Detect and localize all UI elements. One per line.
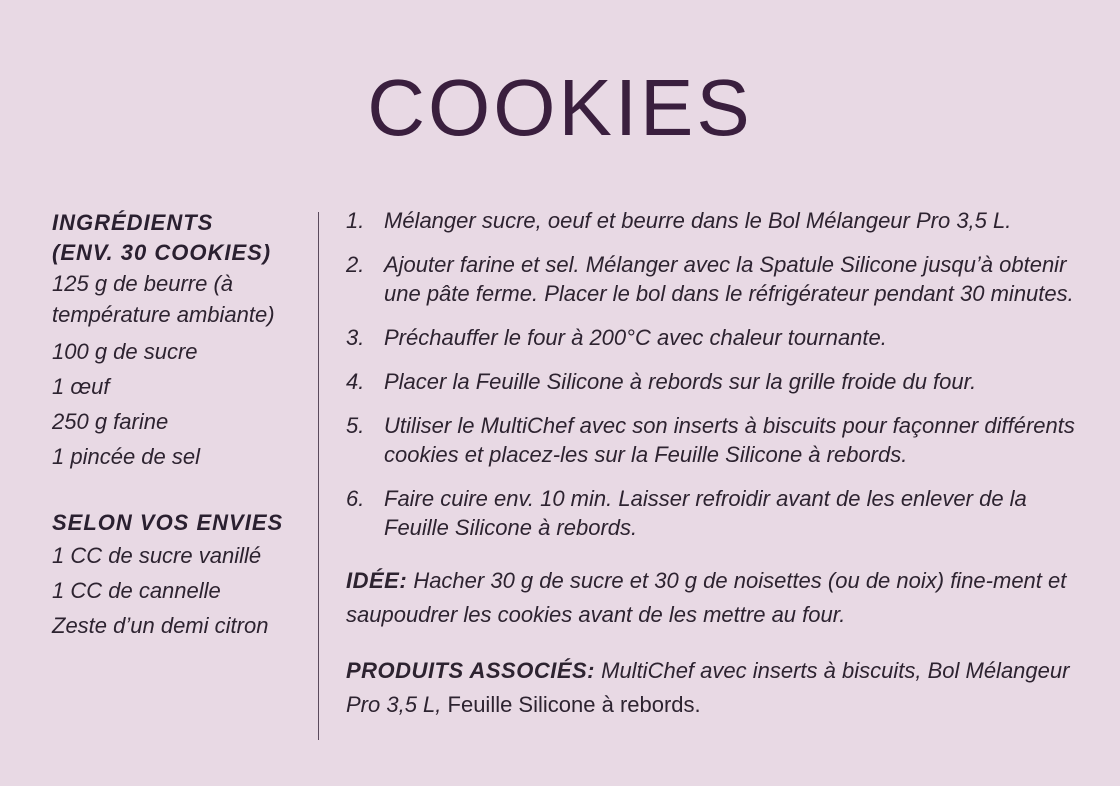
step-text: Faire cuire env. 10 min. Laisser refroidir avant de les enlever de la Feuille Silicone à rebords. — [384, 486, 1027, 540]
ingredient-item: 100 g de sucre — [52, 339, 198, 364]
step-number: 4. — [346, 369, 365, 394]
related-products — [346, 654, 1090, 722]
step-text: Ajouter farine et sel. Mélanger avec la Spatule Silicone jusqu’à obtenir une pâte ferme. Placer le bol dans le réfrigérateur pendant 30 minutes. — [384, 252, 1074, 306]
step-number: 3. — [346, 325, 365, 350]
step-text: Placer la Feuille Silicone à rebords sur la grille froide du four. — [384, 369, 977, 394]
optional-heading: SELON VOS ENVIES — [52, 510, 284, 535]
step-number: 5. — [346, 413, 365, 438]
steps-list — [346, 206, 1090, 542]
ingredients-heading-line2: (ENV. 30 COOKIES) — [52, 240, 272, 265]
ingredients-heading-line1: INGRÉDIENTS — [52, 210, 214, 235]
step-number: 2. — [346, 252, 365, 277]
instructions-column — [346, 206, 1090, 722]
step-item — [346, 250, 1090, 308]
ingredient-item: 250 g farine — [52, 409, 169, 434]
ingredients-heading — [52, 208, 314, 268]
step-item — [346, 367, 1090, 396]
step-item — [346, 411, 1090, 469]
related-text-italic: MultiChef avec inserts à biscuits, Bol Mélangeur Pro 3,5 L, — [346, 658, 1070, 717]
idea-note — [346, 564, 1090, 632]
step-number: 6. — [346, 486, 365, 511]
step-item — [346, 323, 1090, 352]
ingredient-item: 125 g de beurre (à température ambiante) — [52, 271, 275, 327]
ingredient-item: 1 pincée de sel — [52, 444, 200, 469]
idea-label: IDÉE: — [346, 568, 408, 593]
step-text: Utiliser le MultiChef avec son inserts à biscuits pour façonner différents cookies et placez-les sur la Feuille Silicone à rebords. — [384, 413, 1075, 467]
ingredient-item: 1 œuf — [52, 374, 110, 399]
step-item — [346, 206, 1090, 235]
step-text: Préchauffer le four à 200°C avec chaleur tournante. — [384, 325, 887, 350]
optional-item: 1 CC de sucre vanillé — [52, 543, 262, 568]
idea-text: Hacher 30 g de sucre et 30 g de noisettes (ou de noix) fine-ment et saupoudrer les cookies avant de les mettre au four. — [346, 568, 1067, 627]
section-gap — [52, 474, 314, 508]
step-number: 1. — [346, 208, 365, 233]
step-item — [346, 484, 1090, 542]
step-text: Mélanger sucre, oeuf et beurre dans le Bol Mélangeur Pro 3,5 L. — [384, 208, 1012, 233]
optional-item: 1 CC de cannelle — [52, 578, 221, 603]
related-label: PRODUITS ASSOCIÉS: — [346, 658, 595, 683]
page-title: COOKIES — [367, 63, 753, 152]
related-text-upright: Feuille Silicone à rebords. — [447, 692, 701, 717]
ingredients-column — [52, 208, 314, 643]
optional-item: Zeste d’un demi citron — [52, 613, 269, 638]
column-divider — [318, 212, 319, 740]
